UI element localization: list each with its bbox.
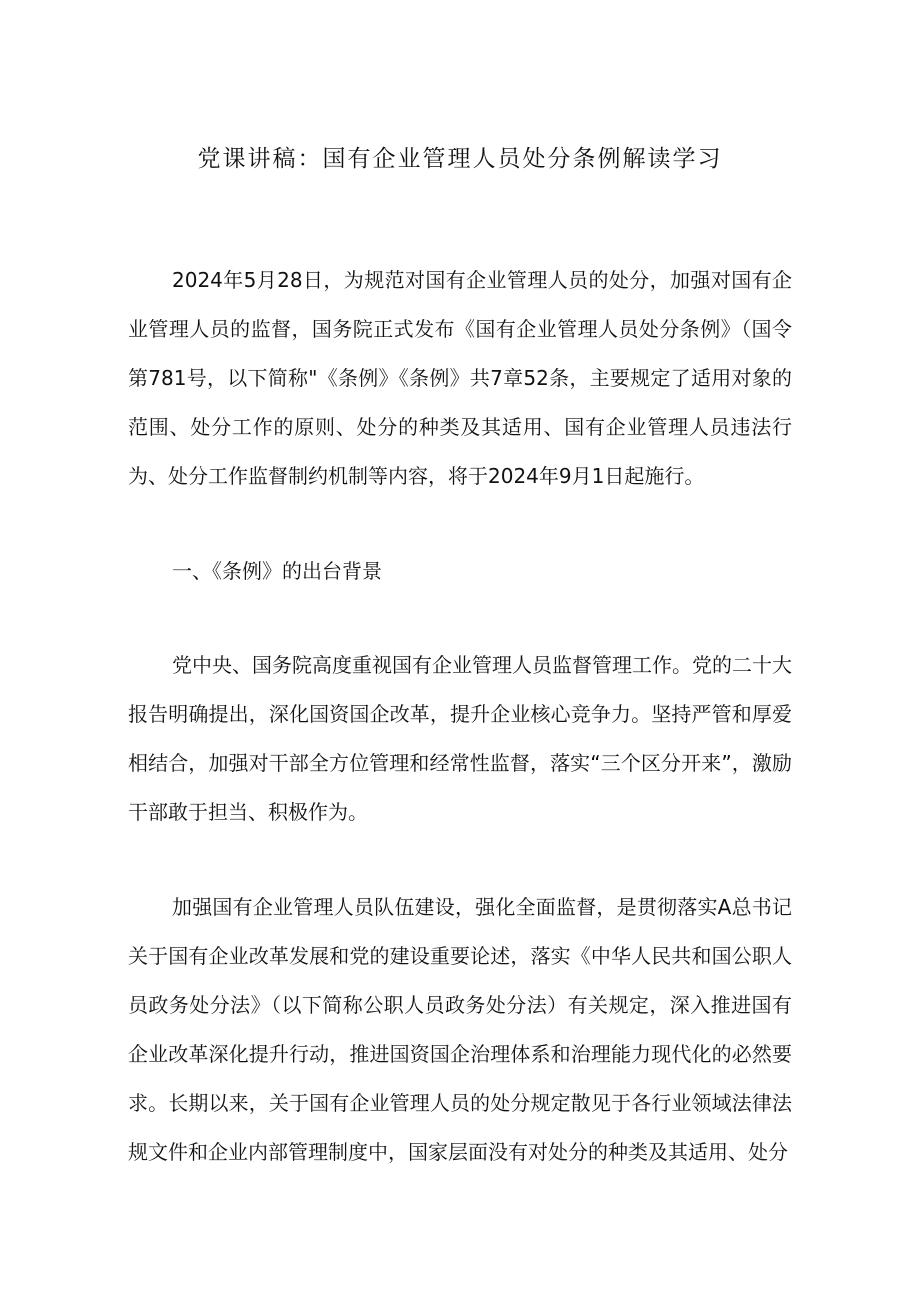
body-paragraph-2: 加强国有企业管理人员队伍建设，强化全面监督，是贯彻落实A总书记关于国有企业改革发展和党的建设重要论述，落实《中华人民共和国公职人员政务处分法》（以下简称公职人员政务处分法）有关规定，深入推进国有企业改革深化提升行动，推进国资国企治理体系和治理能力现代化的必然要求。长期以来，关于国有企业管理人员的处分规定散见于各行业领域法律法规文件和企业内部管理制度中，国家层面没有对处分的种类及其适用、处分 [128, 895, 792, 1164]
section-heading: 一、《条例》的出台背景 [172, 559, 382, 583]
document-title: 党课讲稿：国有企业管理人员处分条例解读学习 [197, 146, 723, 172]
intro-paragraph: 2024年5月28日，为规范对国有企业管理人员的处分，加强对国有企业管理人员的监督，国务院正式发布《国有企业管理人员处分条例》（国令第781号，以下简称"《条例》《条例》共7章52条，主要规定了适用对象的范围、处分工作的原则、处分的种类及其适用、国有企业管理人员违法行为、处分工作监督制约机制等内容，将于2024年9月1日起施行。 [128, 268, 792, 488]
body-paragraph-1: 党中央、国务院高度重视国有企业管理人员监督管理工作。党的二十大报告明确提出，深化国资国企改革，提升企业核心竞争力。坚持严管和厚爱相结合，加强对干部全方位管理和经常性监督，落实“三个区分开来”，激励干部敢于担当、积极作为。 [128, 653, 792, 824]
